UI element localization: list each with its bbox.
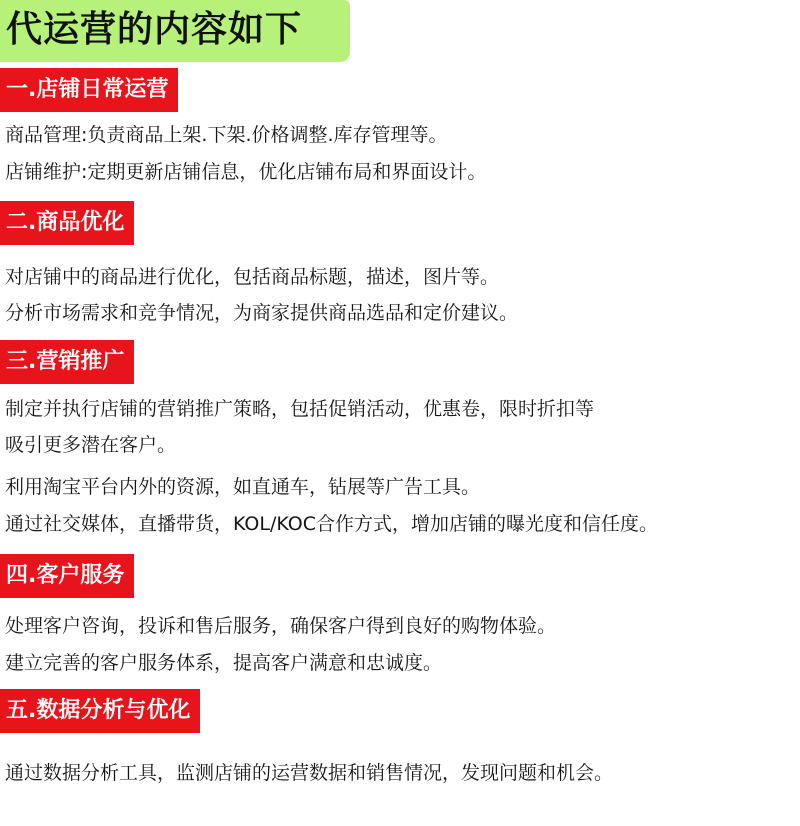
section-header-2: 二.商品优化 bbox=[0, 201, 134, 245]
section-5-line-1: 通过数据分析工具，监测店铺的运营数据和销售情况，发现问题和机会。 bbox=[5, 762, 614, 784]
section-2-line-2: 分析市场需求和竞争情况，为商家提供商品选品和定价建议。 bbox=[5, 302, 519, 324]
section-3-line-3: 利用淘宝平台内外的资源，如直通车，钻展等广告工具。 bbox=[5, 476, 481, 498]
section-header-5: 五.数据分析与优化 bbox=[0, 689, 200, 733]
title-banner bbox=[0, 0, 350, 62]
section-3-line-4: 通过社交媒体，直播带货，KOL/KOC合作方式，增加店铺的曝光度和信任度。 bbox=[5, 513, 659, 535]
section-header-1: 一.店铺日常运营 bbox=[0, 68, 178, 112]
section-1-line-2: 店铺维护:定期更新店铺信息，优化店铺布局和界面设计。 bbox=[5, 161, 487, 183]
section-3-line-2: 吸引更多潜在客户。 bbox=[5, 434, 177, 456]
section-header-4: 四.客户服务 bbox=[0, 554, 134, 598]
section-4-line-1: 处理客户咨询，投诉和售后服务，确保客户得到良好的购物体验。 bbox=[5, 615, 557, 637]
section-2-line-1: 对店铺中的商品进行优化，包括商品标题，描述，图片等。 bbox=[5, 266, 500, 288]
section-1-line-1: 商品管理:负责商品上架.下架.价格调整.库存管理等。 bbox=[5, 124, 448, 146]
section-4-line-2: 建立完善的客户服务体系，提高客户满意和忠诚度。 bbox=[5, 652, 443, 674]
section-header-3: 三.营销推广 bbox=[0, 340, 134, 384]
section-3-line-1: 制定并执行店铺的营销推广策略，包括促销活动，优惠卷，限时折扣等 bbox=[5, 398, 595, 420]
page-title: 代运营的内容如下 bbox=[6, 9, 303, 50]
